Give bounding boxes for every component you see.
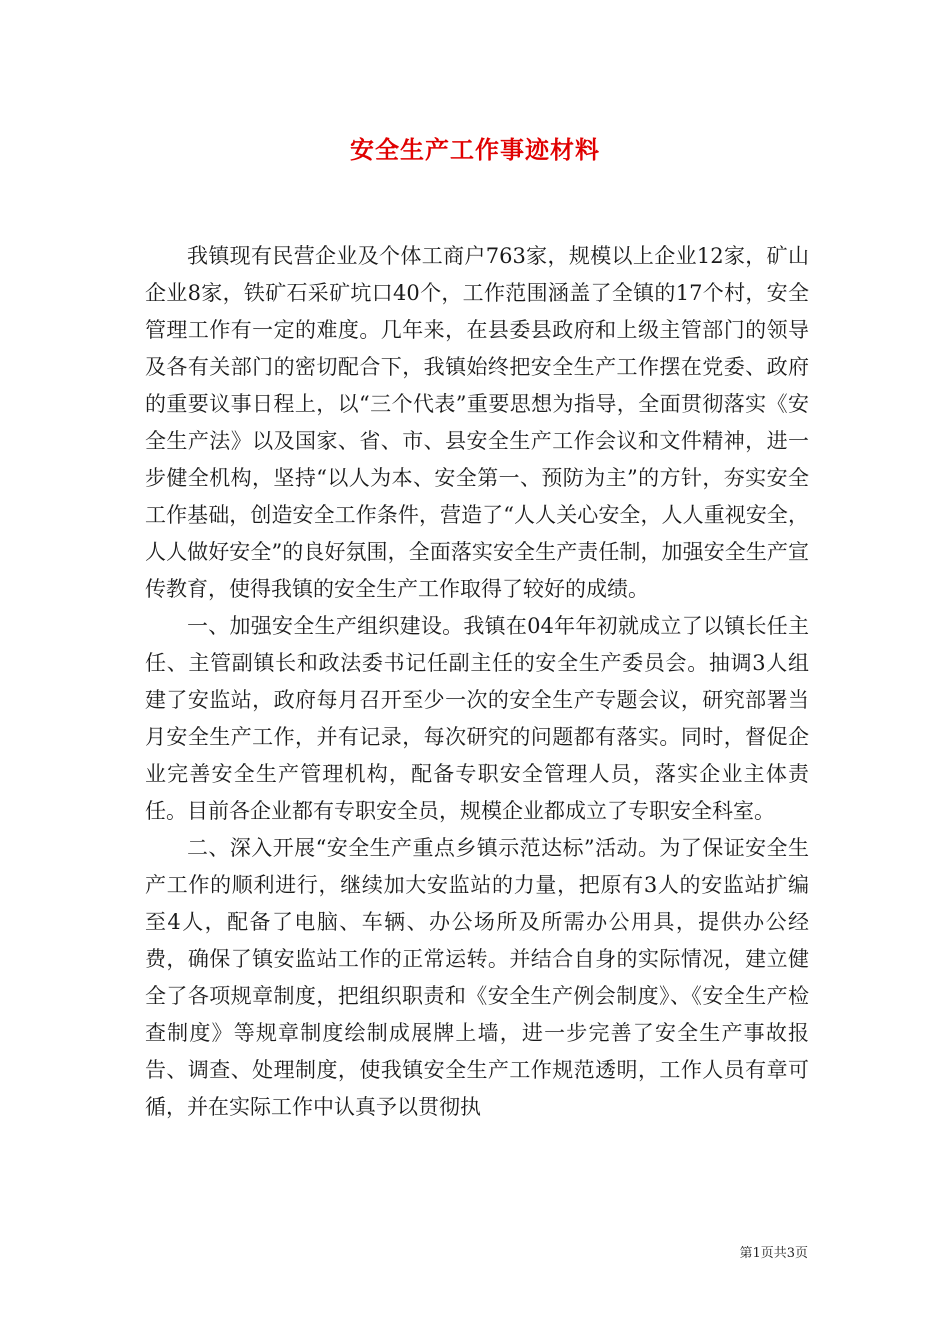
page-number-label: 第1页共3页 — [739, 1246, 808, 1261]
paragraph-section-1: 一、加强安全生产组织建设。我镇在04年年初就成立了以镇长任主任、主管副镇长和政法委书记任副主任的安全生产委员会。抽调3人组建了安监站，政府每月召开至少一次的安全生产专题会议，研究部署当月安全生产工作，并有记录，每次研究的问题都有落实。同时，督促企业完善安全生产管理机构，配备专职安全管理人员，落实企业主体责任。目前各企业都有专职安全员，规模企业都成立了专职安全科室。 — [145, 614, 809, 823]
document-title: 安全生产工作事迹材料 — [350, 135, 600, 164]
page-number-footer — [739, 1245, 808, 1263]
paragraph-section-2: 二、深入开展“安全生产重点乡镇示范达标”活动。为了保证安全生产工作的顺利进行，继续加大安监站的力量，把原有3人的安监站扩编至4人，配备了电脑、车辆、办公场所及所需办公用具，提供办公经费，确保了镇安监站工作的正常运转。并结合自身的实际情况，建立健全了各项规章制度，把组织职责和《安全生产例会制度》、《安全生产检查制度》等规章制度绘制成展牌上墙，进一步完善了安全生产事故报告、调查、处理制度，使我镇安全生产工作规范透明，工作人员有章可循，并在实际工作中认真予以贯彻执 — [145, 836, 809, 1119]
paragraph-intro: 我镇现有民营企业及个体工商户763家，规模以上企业12家，矿山企业8家，铁矿石采矿坑口40个，工作范围涵盖了全镇的17个村，安全管理工作有一定的难度。几年来，在县委县政府和上级主管部门的领导及各有关部门的密切配合下，我镇始终把安全生产工作摆在党委、政府的重要议事日程上，以“三个代表”重要思想为指导，全面贯彻落实《安全生产法》以及国家、省、市、县安全生产工作会议和文件精神，进一步健全机构，坚持“以人为本、安全第一、预防为主”的方针，夯实安全工作基础，创造安全工作条件，营造了“人人关心安全，人人重视安全，人人做好安全”的良好氛围，全面落实安全生产责任制，加强安全生产宣传教育，使得我镇的安全生产工作取得了较好的成绩。 — [145, 244, 809, 601]
document-body — [145, 238, 809, 1126]
